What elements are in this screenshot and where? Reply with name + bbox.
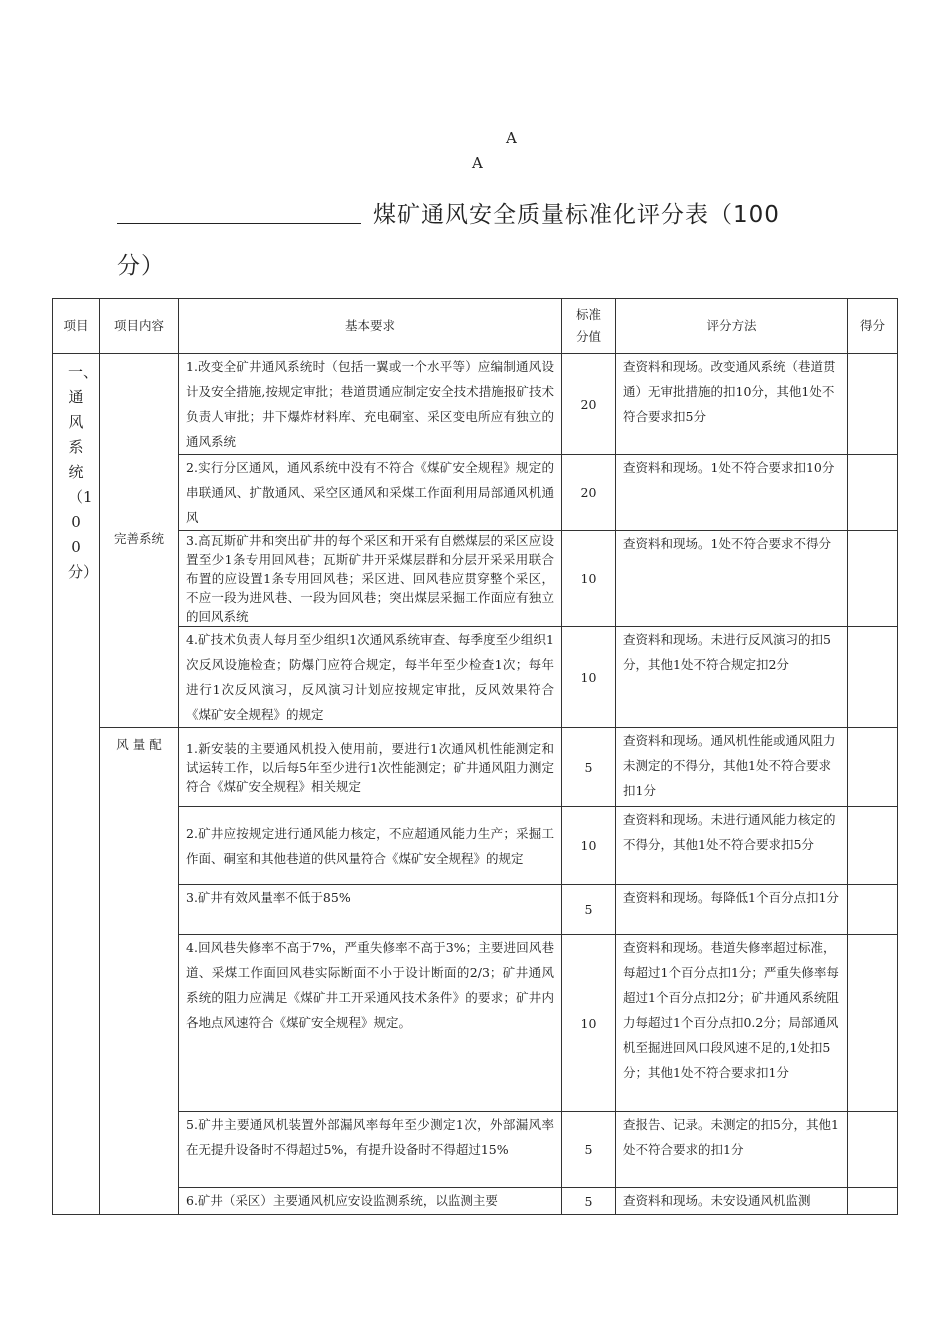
requirement-cell: 2.实行分区通风，通风系统中没有不符合《煤矿安全规程》规定的串联通风、扩散通风、采空区通风和采煤工作面利用局部通风机通风 xyxy=(179,455,562,531)
points-cell[interactable] xyxy=(848,935,898,1112)
category-airflow: 风 量 配 xyxy=(100,728,179,1215)
score-cell: 20 xyxy=(562,455,616,531)
requirement-cell: 4.回风巷失修率不高于7%，严重失修率不高于3%；主要进回风巷道、采煤工作面回风巷实际断面不小于设计断面的2/3；矿井通风系统的阻力应满足《煤矿井工开采通风技术条件》的要求；矿井内各地点风速符合《煤矿安全规程》规定。 xyxy=(179,935,562,1112)
method-cell: 查资料和现场。1处不符合要求扣10分 xyxy=(616,455,848,531)
header-requirement: 基本要求 xyxy=(179,299,562,354)
table-row xyxy=(53,728,898,807)
points-cell[interactable] xyxy=(848,807,898,885)
score-cell: 20 xyxy=(562,354,616,455)
score-cell: 10 xyxy=(562,627,616,728)
method-cell: 查资料和现场。未进行通风能力核定的不得分，其他1处不符合要求扣5分 xyxy=(616,807,848,885)
method-cell: 查资料和现场。未进行反风演习的扣5分，其他1处不符合规定扣2分 xyxy=(616,627,848,728)
title-blank-line xyxy=(117,197,361,224)
header-score: 标准分值 xyxy=(562,299,616,354)
method-cell: 查资料和现场。巷道失修率超过标准，每超过1个百分点扣1分；严重失修率每超过1个百分点扣2分；矿井通风系统阻力每超过1个百分点扣0.2分；局部通风机至掘进回风口段风速不足的,1处扣5分；其他1处不符合要求扣1分 xyxy=(616,935,848,1112)
score-cell: 5 xyxy=(562,1188,616,1215)
points-cell[interactable] xyxy=(848,728,898,807)
table-row xyxy=(53,807,898,885)
table-header-row xyxy=(53,299,898,354)
table-row xyxy=(53,1188,898,1215)
score-cell: 5 xyxy=(562,885,616,935)
points-cell[interactable] xyxy=(848,354,898,455)
method-cell: 查资料和现场。1处不符合要求不得分 xyxy=(616,531,848,627)
score-cell: 10 xyxy=(562,935,616,1112)
title-text: 煤矿通风安全质量标准化评分表（100 xyxy=(373,202,780,228)
points-cell[interactable] xyxy=(848,1188,898,1215)
table-row xyxy=(53,455,898,531)
header-method: 评分方法 xyxy=(616,299,848,354)
method-cell: 查资料和现场。通风机性能或通风阻力未测定的不得分，其他1处不符合要求扣1分 xyxy=(616,728,848,807)
score-cell: 5 xyxy=(562,1112,616,1188)
points-cell[interactable] xyxy=(848,885,898,935)
requirement-cell: 1.新安装的主要通风机投入使用前，要进行1次通风机性能测定和试运转工作，以后每5年至少进行1次性能测定；矿井通风阻力测定符合《煤矿安全规程》相关规定 xyxy=(179,728,562,807)
table-row xyxy=(53,531,898,627)
requirement-cell: 3.矿井有效风量率不低于85% xyxy=(179,885,562,935)
section-label: 一、通风系统（100分） xyxy=(68,363,99,581)
requirement-cell: 2.矿井应按规定进行通风能力核定，不应超通风能力生产；采掘工作面、硐室和其他巷道的供风量符合《煤矿安全规程》的规定 xyxy=(179,807,562,885)
header-mark: A xyxy=(506,129,517,147)
requirement-cell: 6.矿井（采区）主要通风机应安设监测系统，以监测主要 xyxy=(179,1188,562,1215)
requirement-cell: 3.高瓦斯矿井和突出矿井的每个采区和开采有自燃煤层的采区应设置至少1条专用回风巷；瓦斯矿井开采煤层群和分层开采采用联合布置的应设置1条专用回风巷；采区进、回风巷应贯穿整个采区，不应一段为进风巷、一段为回风巷；突出煤层采掘工作面应有独立的回风系统 xyxy=(179,531,562,627)
points-cell[interactable] xyxy=(848,531,898,627)
table-row xyxy=(53,627,898,728)
score-cell: 10 xyxy=(562,531,616,627)
table-row xyxy=(53,935,898,1112)
score-cell: 5 xyxy=(562,728,616,807)
document-title xyxy=(117,196,857,280)
header-mark: A xyxy=(472,154,483,172)
table-row xyxy=(53,1112,898,1188)
method-cell: 查报告、记录。未测定的扣5分，其他1处不符合要求的扣1分 xyxy=(616,1112,848,1188)
method-cell: 查资料和现场。改变通风系统（巷道贯通）无审批措施的扣10分，其他1处不符合要求扣5分 xyxy=(616,354,848,455)
points-cell[interactable] xyxy=(848,455,898,531)
table-row xyxy=(53,354,898,455)
method-cell: 查资料和现场。每降低1个百分点扣1分 xyxy=(616,885,848,935)
header-points: 得分 xyxy=(848,299,898,354)
header-item: 项目 xyxy=(53,299,100,354)
points-cell[interactable] xyxy=(848,1112,898,1188)
requirement-cell: 1.改变全矿井通风系统时（包括一翼或一个水平等）应编制通风设计及安全措施,按规定审批；巷道贯通应制定安全技术措施报矿技术负责人审批；井下爆炸材料库、充电硐室、采区变电所应有独立的通风系统 xyxy=(179,354,562,455)
category-system: 完善系统 xyxy=(100,354,179,728)
table-row xyxy=(53,885,898,935)
scoring-table xyxy=(52,298,898,1215)
method-cell: 查资料和现场。未安设通风机监测 xyxy=(616,1188,848,1215)
score-cell: 10 xyxy=(562,807,616,885)
requirement-cell: 4.矿技术负责人每月至少组织1次通风系统审查、每季度至少组织1次反风设施检查；防爆门应符合规定，每半年至少检查1次；每年进行1次反风演习，反风演习计划应按规定审批，反风效果符合《煤矿安全规程》的规定 xyxy=(179,627,562,728)
section-cell xyxy=(53,354,100,1215)
points-cell[interactable] xyxy=(848,627,898,728)
header-content: 项目内容 xyxy=(100,299,179,354)
requirement-cell: 5.矿井主要通风机装置外部漏风率每年至少测定1次，外部漏风率在无提升设备时不得超过5%，有提升设备时不得超过15% xyxy=(179,1112,562,1188)
title-text-cont: 分） xyxy=(117,253,165,279)
